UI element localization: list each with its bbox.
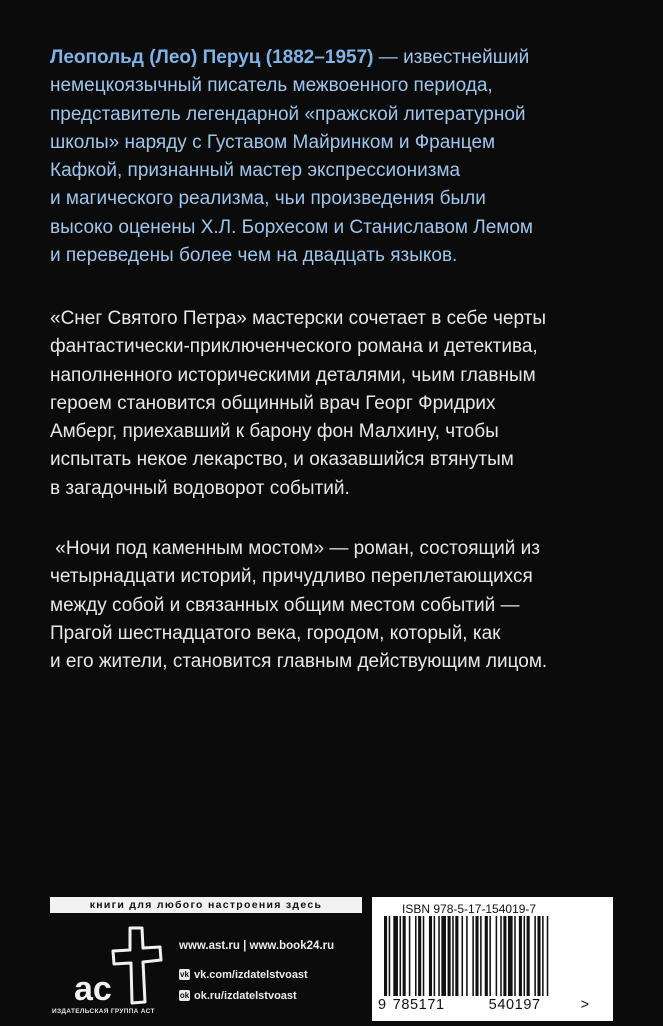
barcode-bar <box>547 916 549 996</box>
paragraph-line: четырнадцати историй, причудливо переплетающихся <box>50 566 533 588</box>
barcode-bar <box>448 916 451 996</box>
svg-text:ас: ас <box>74 970 112 1008</box>
author-line-rest: — известнейший <box>373 47 530 68</box>
barcode-bar <box>418 916 421 996</box>
barcode-bar <box>542 916 544 996</box>
barcode-left-digits: 785171 <box>392 997 445 1013</box>
barcode-bar <box>524 916 526 996</box>
barcode-bar <box>500 916 502 996</box>
publisher-links <box>179 938 334 1003</box>
paragraph-line: высоко оценены Х.Л. Борхесом и Станиславом Лемом <box>50 216 533 238</box>
barcode-bar <box>423 916 425 996</box>
isbn-barcode-box <box>372 897 613 1021</box>
ast-logo-icon <box>48 922 173 1017</box>
barcode-bar <box>441 916 446 996</box>
ok-link-label: ok.ru/izdatelstvoast <box>194 989 297 1002</box>
snow-of-saint-peter-paragraph <box>50 305 610 503</box>
barcode-bar <box>462 916 464 996</box>
barcode-bar <box>452 916 454 996</box>
barcode-bar <box>409 916 411 996</box>
barcode-digits <box>378 997 590 1013</box>
paragraph-line: между собой и связанных общим местом событий — <box>50 594 520 616</box>
paragraph-line: героем становится общинный врач Георг Фридрих <box>50 392 496 414</box>
author-line <box>50 44 610 72</box>
paragraph-line: Амберг, приехавший к барону фон Малхину, чтобы <box>50 421 499 443</box>
vk-link-label: vk.com/izdatelstvoast <box>194 968 308 981</box>
isbn-number: ISBN 978-5-17-154019-7 <box>402 902 537 916</box>
paragraph-line: школы» наряду с Густавом Майринком и Францем <box>50 131 496 153</box>
author-paragraph <box>50 44 610 270</box>
paragraph-line: испытать некое лекарство, и оказавшийся втянутым <box>50 449 514 471</box>
barcode-right-digits: 540197 <box>488 997 541 1013</box>
paragraph-line: «Ночи под каменным мостом» — роман, состоящий из <box>50 538 540 559</box>
barcode-bar <box>472 916 474 996</box>
barcode-bar <box>403 916 406 996</box>
paragraph-line: немецкоязычный писатель межвоенного периода, <box>50 75 493 97</box>
barcode-bar <box>503 916 506 996</box>
paragraph-line: представитель легендарной «пражской литературной <box>50 103 526 125</box>
barcode-bar <box>534 916 536 996</box>
barcode-arrow: > <box>580 997 590 1013</box>
vk-link[interactable] <box>179 967 334 982</box>
paragraph-line: и переведены более чем на двадцать языков. <box>50 245 458 267</box>
barcode-bar <box>400 916 402 996</box>
barcode-bar <box>485 916 488 996</box>
barcode-bar <box>429 916 432 996</box>
barcode-bar <box>519 916 522 996</box>
barcode-bar <box>438 916 440 996</box>
paragraph-line: «Снег Святого Петра» мастерски сочетает в себе черты <box>50 308 546 329</box>
barcode-bar <box>508 916 513 996</box>
barcode <box>380 916 600 996</box>
barcode-bar <box>389 916 391 996</box>
barcode-bar <box>489 916 491 996</box>
publisher-slogan: книги для любого настроения здесь <box>50 897 362 913</box>
barcode-bar <box>527 916 530 996</box>
paragraph-line: Кафкой, признанный мастер экспрессионизма <box>50 160 461 182</box>
publisher-group-caption: ИЗДАТЕЛЬСКАЯ ГРУППА АСТ <box>52 1008 155 1015</box>
barcode-bar <box>384 916 387 996</box>
paragraph-line: и магического реализма, чьи произведения были <box>50 188 486 210</box>
paragraph-line: и его жители, становится главным действующим лицом. <box>50 651 548 673</box>
barcode-bar <box>480 916 482 996</box>
paragraph-line: наполненного историческими деталями, чьим главным <box>50 364 536 386</box>
barcode-bar <box>514 916 516 996</box>
ok-icon: ok <box>179 991 190 1000</box>
barcode-bar <box>415 916 417 996</box>
night-under-stone-bridge-paragraph <box>50 535 610 676</box>
barcode-bar <box>393 916 398 996</box>
websites-link[interactable]: www.ast.ru | www.book24.ru <box>179 939 335 952</box>
author-name: Леопольд (Лео) Перуц (1882–1957) <box>50 47 374 68</box>
paragraph-line: фантастически-приключенческого романа и детектива, <box>50 336 538 358</box>
barcode-first-digit: 9 <box>378 997 387 1013</box>
barcode-bar <box>475 916 478 996</box>
barcode-bar <box>537 916 540 996</box>
barcode-bar <box>434 916 436 996</box>
ok-link[interactable] <box>179 988 334 1003</box>
paragraph-line: в загадочный водоворот событий. <box>50 477 350 499</box>
barcode-bar <box>496 916 498 996</box>
barcode-bar <box>466 916 468 996</box>
barcode-bar <box>455 916 458 996</box>
paragraph-line: Прагой шестнадцатого века, городом, который, как <box>50 622 501 644</box>
vk-icon: vk <box>180 970 189 979</box>
